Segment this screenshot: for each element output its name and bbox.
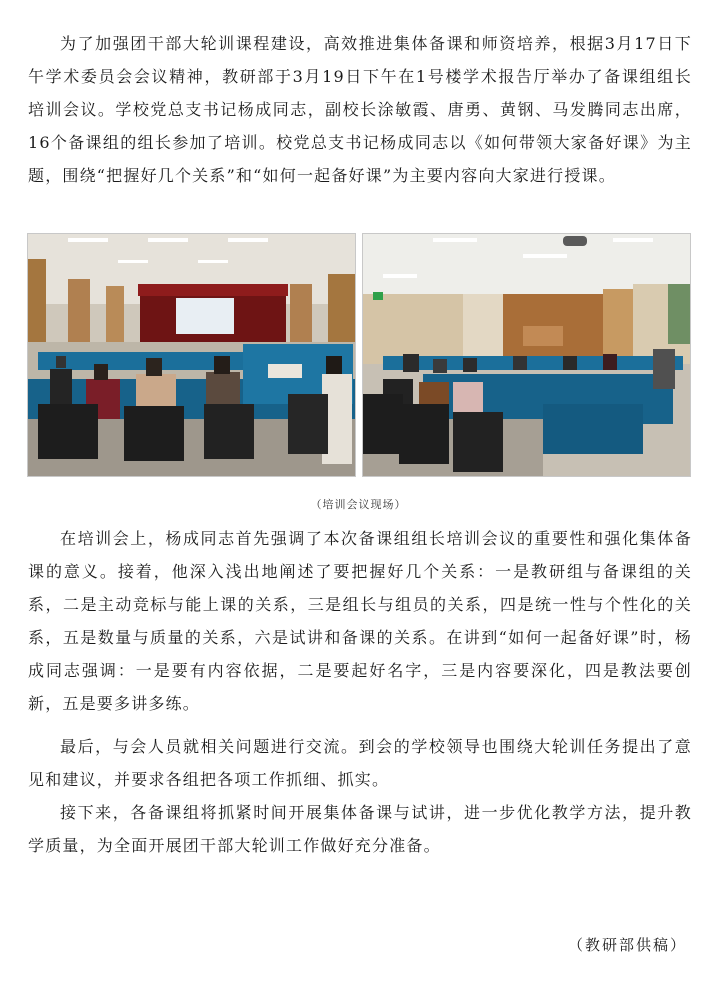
paragraph-intro: 为了加强团干部大轮训课程建设，高效推进集体备课和师资培养，根据3月17日下午学术委员会会议精神，教研部于3月19日下午在1号楼学术报告厅举办了备课组组长培训会议。学校党总支书记杨成同志，副校长涂敏霞、唐勇、黄钢、马发腾同志出席，16个备课组的组长参加了培训。校党总支书记杨成同志以《如何带领大家备好课》为主题，围绕“把握好几个关系”和“如何一起备好课”为主要内容向大家进行授课。 <box>28 34 692 185</box>
photo-caption: （培训会议现场） <box>310 498 407 511</box>
paragraph-training-content: 在培训会上，杨成同志首先强调了本次备课组组长培训会议的重要性和强化集体备课的意义。接着，他深入浅出地阐述了要把握好几个关系：一是教研组与备课组的关系，二是主动竞标与能上课的关系，三是组长与组员的关系，四是统一性与个性化的关系，五是数量与质量的关系，六是试讲和备课的关系。在讲到“如何一起备好课”时，杨成同志强调：一是要有内容依据，二是要起好名字，三是内容要深化，四是教法要创新，五是要多讲多练。 <box>28 529 692 713</box>
meeting-photo-left <box>27 233 356 477</box>
paragraph-discussion: 最后，与会人员就相关问题进行交流。到会的学校领导也围绕大轮训任务提出了意见和建议，并要求各组把各项工作抓细、抓实。 <box>28 737 692 789</box>
author-signature: （教研部供稿） <box>567 936 687 954</box>
paragraph-next-steps: 接下来，各备课组将抓紧时间开展集体备课与试讲，进一步优化教学方法，提升教学质量，为全面开展团干部大轮训工作做好充分准备。 <box>28 803 692 855</box>
meeting-photo-right <box>362 233 691 477</box>
